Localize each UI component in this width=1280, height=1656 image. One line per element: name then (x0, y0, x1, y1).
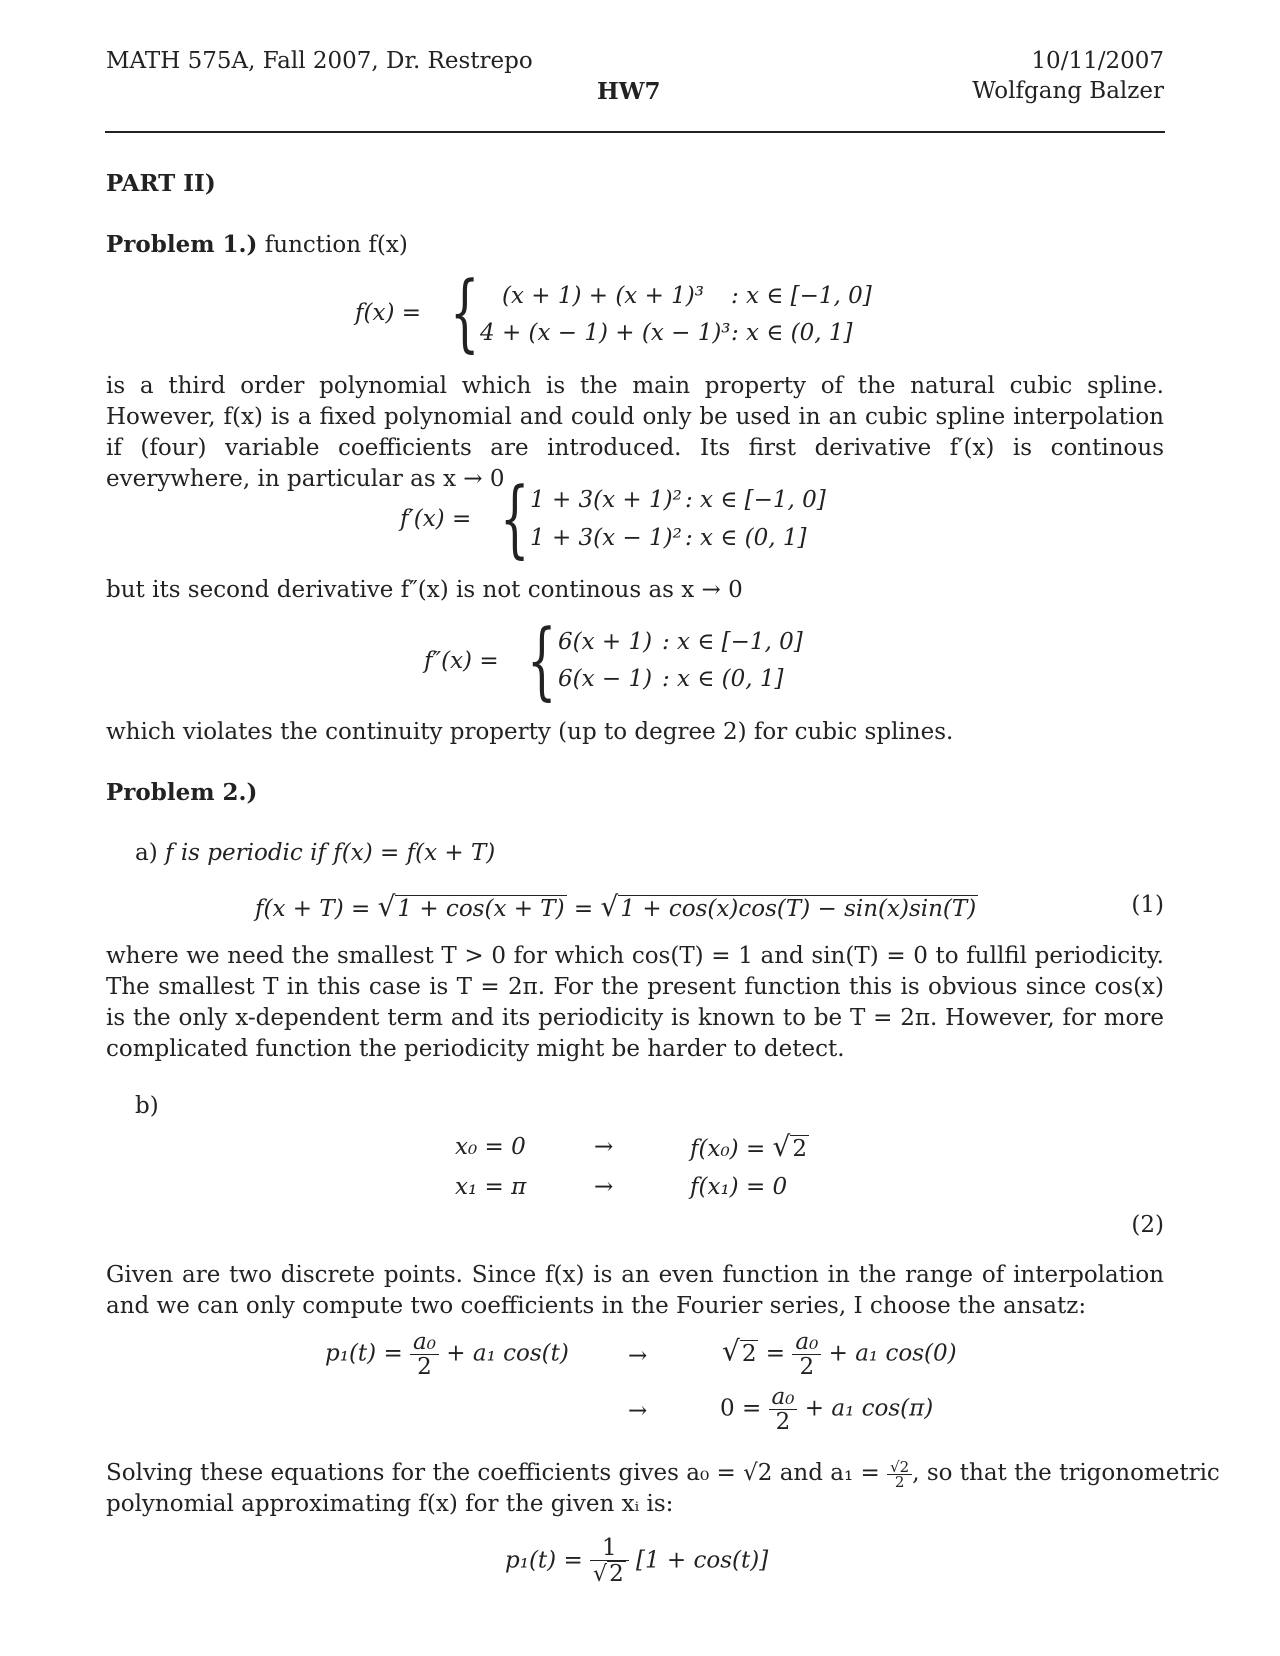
frac-den: 2 (799, 1354, 815, 1380)
f-case2-cond: : x ∈ (0, 1] (731, 320, 853, 346)
frac-num: a₀ (410, 1330, 439, 1355)
final-formula (505, 1536, 768, 1587)
final-den (590, 1561, 629, 1587)
problem1-heading-line (106, 229, 408, 261)
fx0-left: f(x₀) = (690, 1136, 773, 1162)
a0-over-2 (410, 1330, 439, 1379)
fp-case2-cond: : x ∈ (0, 1] (685, 525, 807, 551)
arrow-icon: → (628, 1398, 648, 1424)
fpp-case1-expr: 6(x + 1) (558, 629, 653, 655)
solution-line-1 (106, 1458, 1220, 1489)
sqrt-icon: √ (593, 1562, 608, 1587)
f-brace: { (450, 263, 480, 361)
part-b-paragraph: Given are two discrete points. Since f(x) is an even function in the range of interpolation and we can only compute two coefficients in the Fourier series, I choose the ansatz: (106, 1262, 1164, 1319)
fp-case1-cond: : x ∈ [−1, 0] (685, 487, 826, 513)
header-rule (105, 131, 1165, 133)
problem1-paragraph-1: is a third order polynomial which is the main property of the natural cubic spline. However, f(x) is a fixed polynomial and could only be used in an cubic spline interpolation if (four) variable coefficients are introduced. Its first derivative f′(x) is continous everywhere, in particular as x → 0 (106, 373, 1164, 492)
problem1-paragraph-3: which violates the continuity property (up to degree 2) for cubic splines. (106, 719, 954, 745)
sys2-lhs: 0 = (720, 1395, 762, 1422)
fp-brace: { (500, 469, 530, 567)
fpp-brace: { (527, 611, 557, 709)
sys1-eq: = (758, 1340, 793, 1367)
system-eq2 (720, 1385, 933, 1434)
problem1-heading-rest: function f(x) (264, 232, 408, 258)
x0-value: x₀ = 0 (455, 1134, 526, 1160)
arrow-icon: → (594, 1174, 614, 1200)
arrow-icon: → (628, 1343, 648, 1369)
sys2-rhs: + a₁ cos(π) (804, 1395, 934, 1422)
frac-num: a₀ (769, 1385, 798, 1410)
part-heading: PART II) (106, 170, 216, 197)
sqrt2-over-2 (887, 1457, 912, 1491)
x1-value: x₁ = π (455, 1174, 527, 1200)
sqrt-icon: √ (722, 1334, 740, 1368)
sqrt-icon: √ (772, 1130, 791, 1163)
part-a-text: f is periodic if f(x) = f(x + T) (165, 840, 496, 866)
author: Wolfgang Balzer (972, 78, 1164, 104)
problem2-heading: Problem 2.) (106, 779, 258, 806)
f-case1-expr: (x + 1) + (x + 1)³ (502, 283, 705, 309)
f-lhs: f(x) = (355, 300, 422, 326)
solution-text-1: Solving these equations for the coefficients gives a₀ = √2 and a₁ = (106, 1460, 888, 1486)
arrow-icon: → (594, 1134, 614, 1160)
sqrt-icon: √ (377, 890, 396, 923)
f-case1-cond: : x ∈ [−1, 0] (731, 283, 872, 309)
date: 10/11/2007 (1031, 48, 1164, 74)
final-lhs: p₁(t) = (505, 1547, 583, 1574)
sys1-sqrt: 2 (741, 1340, 757, 1367)
course-info: MATH 575A, Fall 2007, Dr. Restrepo (106, 48, 533, 74)
fp-lhs: f′(x) = (400, 506, 472, 532)
fpp-lhs: f″(x) = (424, 648, 499, 674)
fpp-case1-cond: : x ∈ [−1, 0] (662, 629, 803, 655)
frac-den: 2 (775, 1409, 791, 1435)
fp-case2-expr: 1 + 3(x − 1)² (530, 525, 682, 551)
final-num: 1 (590, 1536, 629, 1561)
frac-den: 2 (417, 1354, 432, 1380)
ansatz (325, 1330, 569, 1379)
problem1-paragraph-2: but its second derivative f″(x) is not continous as x → 0 (106, 577, 743, 603)
eq1-number: (1) (1131, 892, 1164, 918)
fpp-case2-cond: : x ∈ (0, 1] (662, 666, 784, 692)
fx0-equation (690, 1130, 809, 1163)
solution-text-2: , so that the trigonometric (912, 1460, 1220, 1486)
eq2-number: (2) (1131, 1212, 1164, 1238)
p1-rhs: + a₁ cos(t) (446, 1340, 569, 1367)
document-title: HW7 (597, 78, 661, 105)
frac-den: 2 (894, 1472, 905, 1491)
eq1-mid: = (566, 896, 601, 922)
eq1-sqrt1: 1 + cos(x + T) (397, 896, 565, 922)
frac-num: √2 (887, 1460, 912, 1475)
fx0-sqrt: 2 (792, 1136, 808, 1162)
sys1-rhs: + a₁ cos(0) (828, 1340, 957, 1367)
fx1-equation: f(x₁) = 0 (690, 1174, 788, 1200)
part-a-line (135, 838, 495, 869)
p1-lhs: p₁(t) = (325, 1340, 403, 1367)
one-over-sqrt2 (590, 1536, 629, 1587)
final-den-sqrt: 2 (609, 1561, 624, 1587)
part-b-label: b) (135, 1093, 159, 1119)
final-rhs: [1 + cos(t)] (636, 1547, 769, 1574)
eq1-left: f(x + T) = (255, 896, 378, 922)
part-a-paragraph: where we need the smallest T > 0 for which cos(T) = 1 and sin(T) = 0 to fullfil periodicity. The smallest T in this case is T = 2π. For the present function this is obvious since cos(x) is the only x-dependent term and its periodicity is known to be T = 2π. However, for more complicated function the periodicity might be harder to detect. (106, 943, 1164, 1062)
system-eq1 (722, 1330, 957, 1379)
eq1-sqrt2: 1 + cos(x)cos(T) − sin(x)sin(T) (620, 896, 977, 922)
eq1 (255, 890, 978, 923)
fpp-case2-expr: 6(x − 1) (558, 666, 653, 692)
a0-over-2 (792, 1330, 821, 1379)
part-a-label: a) (135, 840, 158, 866)
solution-line-2: polynomial approximating f(x) for the given xᵢ is: (106, 1491, 674, 1517)
f-case2-expr: 4 + (x − 1) + (x − 1)³ (480, 320, 731, 346)
frac-num: a₀ (792, 1330, 821, 1355)
problem1-heading: Problem 1.) (106, 231, 258, 258)
a0-over-2 (769, 1385, 798, 1434)
sqrt-icon: √ (600, 890, 619, 923)
fp-case1-expr: 1 + 3(x + 1)² (530, 487, 682, 513)
